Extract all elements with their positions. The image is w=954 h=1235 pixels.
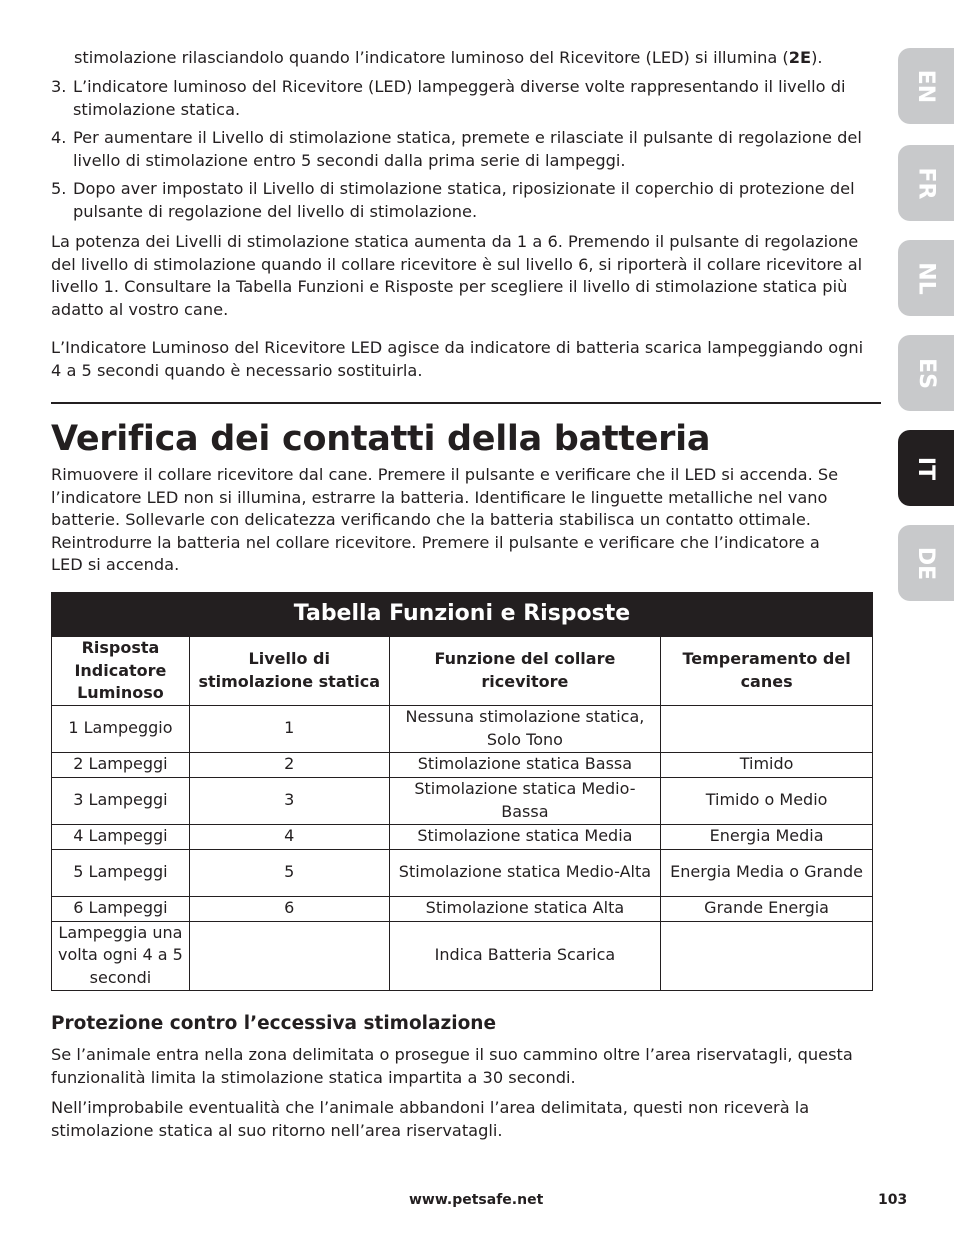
table-cell: Energia Media — [661, 824, 873, 849]
tab-label: FR — [913, 167, 939, 199]
table-caption: Tabella Funzioni e Risposte — [52, 593, 873, 637]
table-row — [52, 849, 873, 896]
tab-label: EN — [913, 69, 939, 103]
section-title: Verifica dei contatti della batteria — [51, 419, 711, 459]
step-number: 5. — [51, 179, 67, 198]
figure-reference: 2E — [788, 48, 812, 67]
subsection-title: Protezione contro l’eccessiva stimolazione — [51, 1013, 497, 1034]
section-divider — [51, 402, 881, 404]
tab-label: ES — [913, 357, 939, 389]
step-continuation — [74, 47, 874, 70]
tab-label: NL — [913, 261, 939, 295]
continuation-end: ). — [811, 48, 823, 67]
table-cell: 4 — [189, 824, 389, 849]
column-header: Risposta Indicatore Luminoso — [52, 637, 190, 706]
language-tab-it[interactable] — [898, 430, 954, 506]
table-cell: Stimolazione statica Medio-Alta — [389, 849, 661, 896]
table-cell: Nessuna stimolazione statica, Solo Tono — [389, 705, 661, 752]
table-cell: 4 Lampeggi — [52, 824, 190, 849]
table-cell: 5 Lampeggi — [52, 849, 190, 896]
table-cell: Grande Energia — [661, 896, 873, 921]
table-row — [52, 705, 873, 752]
levels-paragraph: La potenza dei Livelli di stimolazione statica aumenta da 1 a 6. Premendo il pulsante di regolazione del livello di stimolazione quando il collare ricevitore è sul livello 6, si riporterà il collare ricevitore al livello 1. Consultare la Tabella Funzioni e Risposte per scegliere il livello di stimolazione statica più adatto al vostro cane. — [51, 232, 863, 319]
table-cell — [661, 921, 873, 990]
function-response-table — [51, 592, 873, 991]
table-cell: 1 — [189, 705, 389, 752]
table-cell — [189, 921, 389, 990]
footer-url: www.petsafe.net — [409, 1192, 544, 1208]
step-item — [51, 127, 871, 172]
page-number: 103 — [878, 1192, 908, 1208]
language-tab-nl[interactable] — [898, 240, 954, 316]
language-tab-de[interactable] — [898, 525, 954, 601]
language-tab-es[interactable] — [898, 335, 954, 411]
table-cell: Lampeggia una volta ogni 4 a 5 secondi — [52, 921, 190, 990]
table-cell: 6 — [189, 896, 389, 921]
table-row — [52, 777, 873, 824]
step-item — [51, 178, 871, 223]
step-item — [51, 76, 871, 121]
continuation-text: stimolazione rilasciandolo quando l’indicatore luminoso del Ricevitore (LED) si illumina ( — [74, 48, 789, 67]
table-cell: 2 — [189, 752, 389, 777]
table-row — [52, 921, 873, 990]
column-header: Temperamento del canes — [661, 637, 873, 706]
table-cell: 6 Lampeggi — [52, 896, 190, 921]
table-cell: 3 — [189, 777, 389, 824]
table-cell: Stimolazione statica Medio-Bassa — [389, 777, 661, 824]
table-cell: 3 Lampeggi — [52, 777, 190, 824]
column-header: Livello di stimolazione statica — [189, 637, 389, 706]
subsection-paragraph: Nell’improbabile eventualità che l’animale abbandoni l’area delimitata, questi non riceverà la stimolazione statica al suo ritorno nell’area riservatagli. — [51, 1098, 810, 1140]
table-cell: Timido o Medio — [661, 777, 873, 824]
led-paragraph: L’Indicatore Luminoso del Ricevitore LED agisce da indicatore di batteria scarica lampeggiando ogni 4 a 5 secondi quando è necessario sostituirla. — [51, 338, 864, 380]
table-cell — [661, 705, 873, 752]
table-header-row — [52, 637, 873, 706]
table-cell: Energia Media o Grande — [661, 849, 873, 896]
table-caption-row — [52, 593, 873, 637]
section-paragraph: Rimuovere il collare ricevitore dal cane. Premere il pulsante e verificare che il LED si accenda. Se l’indicatore LED non si illumina, estrarre la batteria. Identificare le linguette metalliche nel vano batterie. Sollevarle con delicatezza verificando che la batteria stabilisca un contatto ottimale. Reintrodurre la batteria nel collare ricevitore. Premere il pulsante e verificare che l’indicatore a LED si accenda. — [51, 465, 839, 574]
table-row — [52, 824, 873, 849]
instruction-steps — [51, 76, 871, 229]
table-cell: Indica Batteria Scarica — [389, 921, 661, 990]
table-cell: Timido — [661, 752, 873, 777]
language-tab-en[interactable] — [898, 48, 954, 124]
table-row — [52, 752, 873, 777]
step-number: 3. — [51, 77, 67, 96]
table-cell: 2 Lampeggi — [52, 752, 190, 777]
column-header: Funzione del collare ricevitore — [389, 637, 661, 706]
tab-label: DE — [913, 546, 939, 580]
tab-label: IT — [913, 456, 939, 480]
table-cell: 1 Lampeggio — [52, 705, 190, 752]
step-text: L’indicatore luminoso del Ricevitore (LED) lampeggerà diverse volte rappresentando il livello di stimolazione statica. — [73, 77, 846, 119]
table-cell: 5 — [189, 849, 389, 896]
language-tab-fr[interactable] — [898, 145, 954, 221]
table-row — [52, 896, 873, 921]
step-text: Dopo aver impostato il Livello di stimolazione statica, riposizionate il coperchio di protezione del pulsante di regolazione del livello di stimolazione. — [73, 179, 855, 221]
table-cell: Stimolazione statica Bassa — [389, 752, 661, 777]
step-text: Per aumentare il Livello di stimolazione statica, premete e rilasciate il pulsante di regolazione del livello di stimolazione entro 5 secondi dalla prima serie di lampeggi. — [73, 128, 862, 170]
table-cell: Stimolazione statica Media — [389, 824, 661, 849]
subsection-paragraph: Se l’animale entra nella zona delimitata o prosegue il suo cammino oltre l’area riservatagli, questa funzionalità limita la stimolazione statica impartita a 30 secondi. — [51, 1045, 853, 1087]
step-number: 4. — [51, 128, 67, 147]
table-cell: Stimolazione statica Alta — [389, 896, 661, 921]
